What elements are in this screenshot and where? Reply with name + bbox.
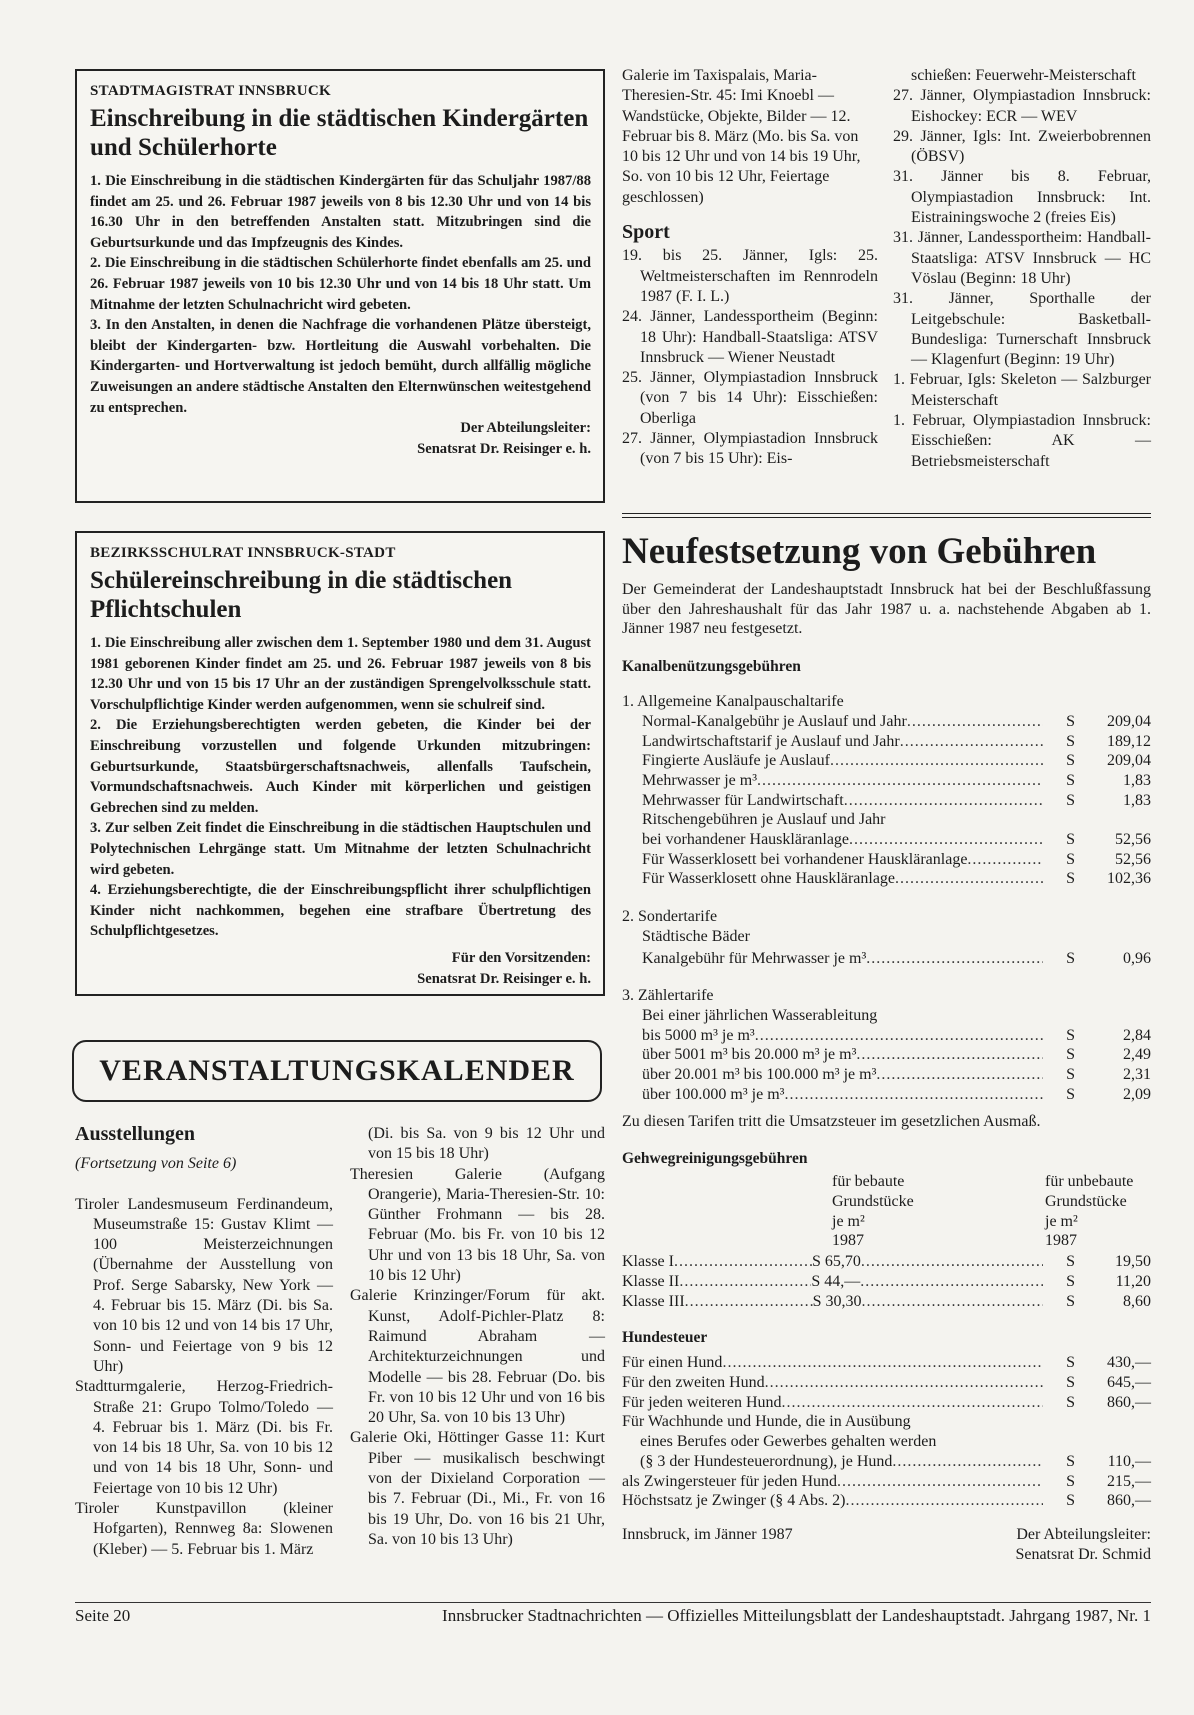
sport-entry: 1. Februar, Olympiastadion Innsbruck: Eisschießen: AK — Betriebsmeisterschaft — [893, 412, 1151, 470]
gehweg-row: Klasse III ..... S 30,30 ..... S 8,60 — [622, 1292, 1151, 1312]
box2-title: Schülereinschreibung in die städtischen Pflichtschulen — [90, 567, 513, 623]
fee-row: Normal-Kanalgebühr je Auslauf und Jahr ..... S 209,04 — [642, 712, 1151, 732]
hunde-heading: Hundesteuer — [622, 1329, 708, 1347]
calendar-heading: Ausstellungen — [75, 1123, 196, 1145]
notice-box-pflichtschulen — [75, 531, 605, 996]
fee-row: (§ 3 der Hundesteuerordnung), je Hund ..... S 110,— — [622, 1452, 1151, 1472]
group2-title: 2. Sondertarife — [622, 908, 718, 926]
box2-paragraph-3: 3. Zur selben Zeit findet die Einschreibung in die städtischen Hauptschulen und Polytechnischen Lehrgänge statt. Um Mitnahme der letzten Schulnachricht wird gebeten. — [90, 820, 591, 878]
fee-row: Fingierte Ausläufe je Auslauf ..... S 209,04 — [642, 751, 1151, 771]
calendar-entry: Theresien Galerie (Aufgang Orangerie), Maria-Theresien-Str. 10: Günther Frohmann — bis 28. Februar (Mo. bis Fr. von 10 bis 12 Uhr und von 13 bis 18 Uhr, Sa. von 10 bis 12 Uhr) — [350, 1165, 605, 1285]
place-date: Innsbruck, im Jänner 1987 — [622, 1525, 793, 1543]
fee-row: über 100.000 m³ je m³ ..... S 2,09 — [642, 1085, 1151, 1105]
box2-sign-role: Für den Vorsitzenden: — [451, 949, 591, 966]
kanal-heading: Kanalbenützungsgebühren — [622, 658, 801, 676]
fee-row: bis 5000 m³ je m³ ..... S 2,84 — [642, 1026, 1151, 1046]
box1-kicker: STADTMAGISTRAT INNSBRUCK — [90, 83, 331, 99]
group3-sub: Bei einer jährlichen Wasserableitung — [642, 1006, 878, 1024]
separator-rule — [622, 513, 1151, 514]
fee-row: Für einen Hund ..... S 430,— — [622, 1353, 1151, 1373]
fee-row: bei vorhandener Hauskläranlage ..... S 52,56 — [642, 830, 1151, 850]
sport-entry: 27. Jänner, Olympiastadion Innsbruck: Eishockey: ECR — WEV — [893, 87, 1151, 125]
fee-row: Für jeden weiteren Hund ..... S 860,— — [622, 1393, 1151, 1413]
calendar-entry: Tiroler Kunstpavillon (kleiner Hofgarten), Rennweg 8a: Slowenen (Kleber) — 5. Februar bis 1. März — [75, 1500, 333, 1558]
fees-title: Neufestsetzung von Gebühren — [622, 531, 1097, 572]
box1-sign-name: Senatsrat Dr. Reisinger e. h. — [417, 440, 591, 457]
notice-box-kindergarten — [75, 69, 605, 503]
sport-entry: 31. Jänner, Landessportheim: Handball-Staatsliga: ATSV Innsbruck — HC Vöslau (Beginn: 18 Uhr) — [893, 229, 1151, 287]
group3-title: 3. Zählertarife — [622, 987, 714, 1005]
calendar-banner — [72, 1040, 602, 1102]
page-number: Seite 20 — [75, 1606, 131, 1625]
box1-paragraph-2: 2. Die Einschreibung in die städtischen Schülerhorte findet ebenfalls am 25. und 26. Februar 1987 jeweils von 10 bis 12.30 Uhr und von 14 bis 18 Uhr statt. Um Mitnahme der letzten Schulnachricht wird gebeten. — [90, 255, 591, 313]
calendar-entry: Stadtturmgalerie, Herzog-Friedrich-Straße 21: Grupo Tolmo/Toledo — 4. Februar bis 1. März (Di. bis Fr. von 14 bis 18 Uhr, Sa. von 10 bis 12 und von 14 bis 18 Uhr, Sonn- und Feiertage von 10 bis 12 Uhr) — [75, 1378, 333, 1497]
fees-intro: Der Gemeinderat der Landeshauptstadt Innsbruck hat bei der Beschlußfassung über den Jahreshaushalt für das Jahr 1987 u. a. nachstehende Abgaben ab 1. Jänner 1987 neu festgesetzt. — [622, 581, 1151, 638]
fees-sign-role: Der Abteilungsleiter: — [1016, 1525, 1151, 1543]
fee-row: über 5001 m³ bis 20.000 m³ je m³ ..... S 2,49 — [642, 1045, 1151, 1065]
footer-rule — [75, 1602, 1151, 1603]
box2-kicker: BEZIRKSSCHULRAT INNSBRUCK-STADT — [90, 545, 396, 561]
top-right-column-right — [893, 66, 1151, 472]
galerie-taxispalais: Galerie im Taxispalais, Maria-Theresien-Str. 45: Imi Knoebl — Wandstücke, Objekte, Bilder — 12. Februar bis 8. März (Mo. bis Sa. von 10 bis 12 Uhr und von 14 bis 19 Uhr, So. von 10 bis 12 Uhr, Feiertage geschlossen) — [622, 67, 861, 206]
sport-entry: 29. Jänner, Igls: Int. Zweierbobrennen (ÖBSV) — [893, 127, 1151, 166]
fees-sign-name: Senatsrat Dr. Schmid — [1015, 1545, 1151, 1563]
calendar-entry-continued: (Di. bis Sa. von 9 bis 12 Uhr und von 15 bis 18 Uhr) — [368, 1125, 605, 1163]
calendar-entry: Tiroler Landesmuseum Ferdinandeum, Museumstraße 15: Gustav Klimt — 100 Meisterzeichnungen (Übernahme der Ausstellung von Prof. Serge Sabarsky, New York — 4. Februar bis 15. März (Di. bis Sa. von 10 bis 12 und von 14 bis 17 Uhr, Sonn- und Feiertage von 9 bis 12 Uhr) — [75, 1195, 333, 1375]
fee-row: Für Wasserklosett bei vorhandener Hauskläranlage ..... S 52,56 — [642, 850, 1151, 870]
sport-entry: 24. Jänner, Landessportheim (Beginn: 18 Uhr): Handball-Staatsliga: ATSV Innsbruck — Wiener Neustadt — [622, 308, 878, 366]
fees-signature-block — [622, 1525, 1151, 1564]
calendar-continuation: (Fortsetzung von Seite 6) — [75, 1155, 237, 1173]
page-footer — [75, 1606, 1151, 1626]
fees-article — [622, 530, 1151, 1564]
fee-row: Für Wasserklosett ohne Hauskläranlage ..... S 102,36 — [642, 869, 1151, 889]
sport-entry: 19. bis 25. Jänner, Igls: 25. Weltmeisterschaften im Rennrodeln 1987 (F. I. L.) — [622, 247, 878, 305]
top-right-column-left — [622, 66, 878, 470]
ritschen-line: Ritschengebühren je Auslauf und Jahr — [642, 811, 886, 829]
gehweg-row: Klasse I ..... S 65,70 ..... S 19,50 — [622, 1252, 1151, 1272]
box1-paragraph-1: 1. Die Einschreibung in die städtischen Kindergärten für das Schuljahr 1987/88 findet am 25. und 26. Februar 1987 jeweils von 8 bis 12.30 Uhr und von 14 bis 16.30 Uhr in den betreffenden Anstalten statt. Mitzubringen sind die Geburtsurkunde und das Impfzeugnis des Kindes. — [90, 173, 591, 251]
sport-entry-continued: schießen: Feuerwehr-Meisterschaft — [911, 67, 1136, 84]
group2-sub: Städtische Bäder — [642, 927, 750, 945]
masthead: Innsbrucker Stadtnachrichten — Offizielles Mitteilungsblatt der Landeshauptstadt. Jahrgang 1987, Nr. 1 — [442, 1606, 1151, 1625]
box1-sign-role: Der Abteilungsleiter: — [460, 420, 591, 437]
group1-title: 1. Allgemeine Kanalpauschaltarife — [622, 693, 844, 711]
fee-row: Für den zweiten Hund ..... S 645,— — [622, 1373, 1151, 1393]
sport-entry: 27. Jänner, Olympiastadion Innsbruck (von 7 bis 15 Uhr): Eis- — [622, 430, 878, 468]
calendar-left-column — [75, 1124, 333, 1560]
sport-entry: 25. Jänner, Olympiastadion Innsbruck (von 7 bis 14 Uhr): Eisschießen: Oberliga — [622, 369, 878, 427]
calendar-middle-column — [350, 1124, 605, 1550]
sport-heading: Sport — [622, 221, 670, 244]
fee-row: Mehrwasser für Landwirtschaft ..... S 1,83 — [642, 791, 1151, 811]
wachhunde-line: eines Berufes oder Gewerbes gehalten werden — [640, 1433, 937, 1451]
gehweg-heading: Gehwegreinigungsgebühren — [622, 1150, 808, 1168]
fee-row: Mehrwasser je m³ ..... S 1,83 — [642, 771, 1151, 791]
gehweg-column-headers: für bebaute Grundstücke je m² 1987 für unbebaute Grundstücke je m² 1987 — [832, 1173, 1134, 1250]
tax-note: Zu diesen Tarifen tritt die Umsatzsteuer im gesetzlichen Ausmaß. — [622, 1113, 1041, 1131]
box2-paragraph-1: 1. Die Einschreibung aller zwischen dem 1. September 1980 und dem 31. August 1981 geborenen Kinder findet am 25. und 26. Februar 1987 jeweils von 8 bis 12.30 Uhr und von 15 bis 17 Uhr an der zuständigen Sprengelvolksschule statt. Vorschulpflichtige Kinder werden aufgenommen, wenn sie schulreif sind. — [90, 635, 591, 713]
sport-entry: 31. Jänner bis 8. Februar, Olympiastadion Innsbruck: Int. Eistrainingswoche 2 (freies Eis) — [893, 168, 1151, 227]
calendar-banner-title: VERANSTALTUNGSKALENDER — [99, 1054, 575, 1087]
calendar-entry: Galerie Krinzinger/Forum für akt. Kunst, Adolf-Pichler-Platz 8: Raimund Abraham — Architekturzeichnungen und Modelle — bis 28. Februar (Do. bis Fr. von 10 bis 12 Uhr und von 16 bis 20 Uhr, Sa. von 10 bis 13 Uhr) — [350, 1287, 605, 1427]
box1-title: Einschreibung in die städtischen Kindergärten und Schülerhorte — [90, 105, 589, 161]
fee-row: Landwirtschaftstarif je Auslauf und Jahr ..... S 189,12 — [642, 732, 1151, 752]
fee-row: über 20.001 m³ bis 100.000 m³ je m³ ..... S 2,31 — [642, 1065, 1151, 1085]
box1-paragraph-3: 3. In den Anstalten, in denen die Nachfrage die vorhandenen Plätze übersteigt, bleibt der Kindergarten- bzw. Hortleitung die Auswahl vorbehalten. Die Kindergarten- und Hortverwaltung ist jedoch bemüht, durch allfällig mögliche Zuweisungen an andere städtische Anstalten den Elternwünschen weitestgehend zu entsprechen. — [90, 317, 591, 416]
wachhunde-line: Für Wachhunde und Hunde, die in Ausübung — [622, 1413, 911, 1431]
calendar-entry: Galerie Oki, Höttinger Gasse 11: Kurt Piber — musikalisch beschwingt von der Dixieland Corporation — bis 7. Februar (Di., Mi., Fr. von 16 bis 19 Uhr, Do. von 16 bis 21 Uhr, Sa. von 10 bis 13 Uhr) — [350, 1429, 605, 1548]
gehweg-row: Klasse II ..... S 44,— ..... S 11,20 — [622, 1272, 1151, 1292]
box2-paragraph-2: 2. Die Erziehungsberechtigten werden gebeten, die Kinder bei der Einschreibung vorzustellen und folgende Urkunden mitzubringen: Geburtsurkunde, Staatsbürgerschaftsnachweis, allenfalls Taufschein, Vormundschaftsnachweis. Auch Kinder mit körperlichen und geistigen Gebrechen sind zu melden. — [90, 717, 591, 816]
box2-sign-name: Senatsrat Dr. Reisinger e. h. — [417, 970, 591, 987]
fee-row: als Zwingersteuer für jeden Hund ..... S 215,— — [622, 1472, 1151, 1492]
separator-rule — [622, 517, 1151, 518]
fee-row: Kanalgebühr für Mehrwasser je m³ ..... S 0,96 — [642, 949, 1151, 969]
sport-entry: 1. Februar, Igls: Skeleton — Salzburger Meisterschaft — [893, 371, 1151, 409]
box2-paragraph-4: 4. Erziehungsberechtigte, die der Einschreibungspflicht ihrer schulpflichtigen Kinder nicht nachkommen, begehen eine strafbare Übertretung des Schulpflichtgesetzes. — [90, 882, 591, 940]
fee-row: Höchstsatz je Zwinger (§ 4 Abs. 2) ..... S 860,— — [622, 1491, 1151, 1511]
sport-entry: 31. Jänner, Sporthalle der Leitgebschule: Basketball-Bundesliga: Turnerschaft Innsbruck — Klagenfurt (Beginn: 19 Uhr) — [893, 290, 1151, 369]
